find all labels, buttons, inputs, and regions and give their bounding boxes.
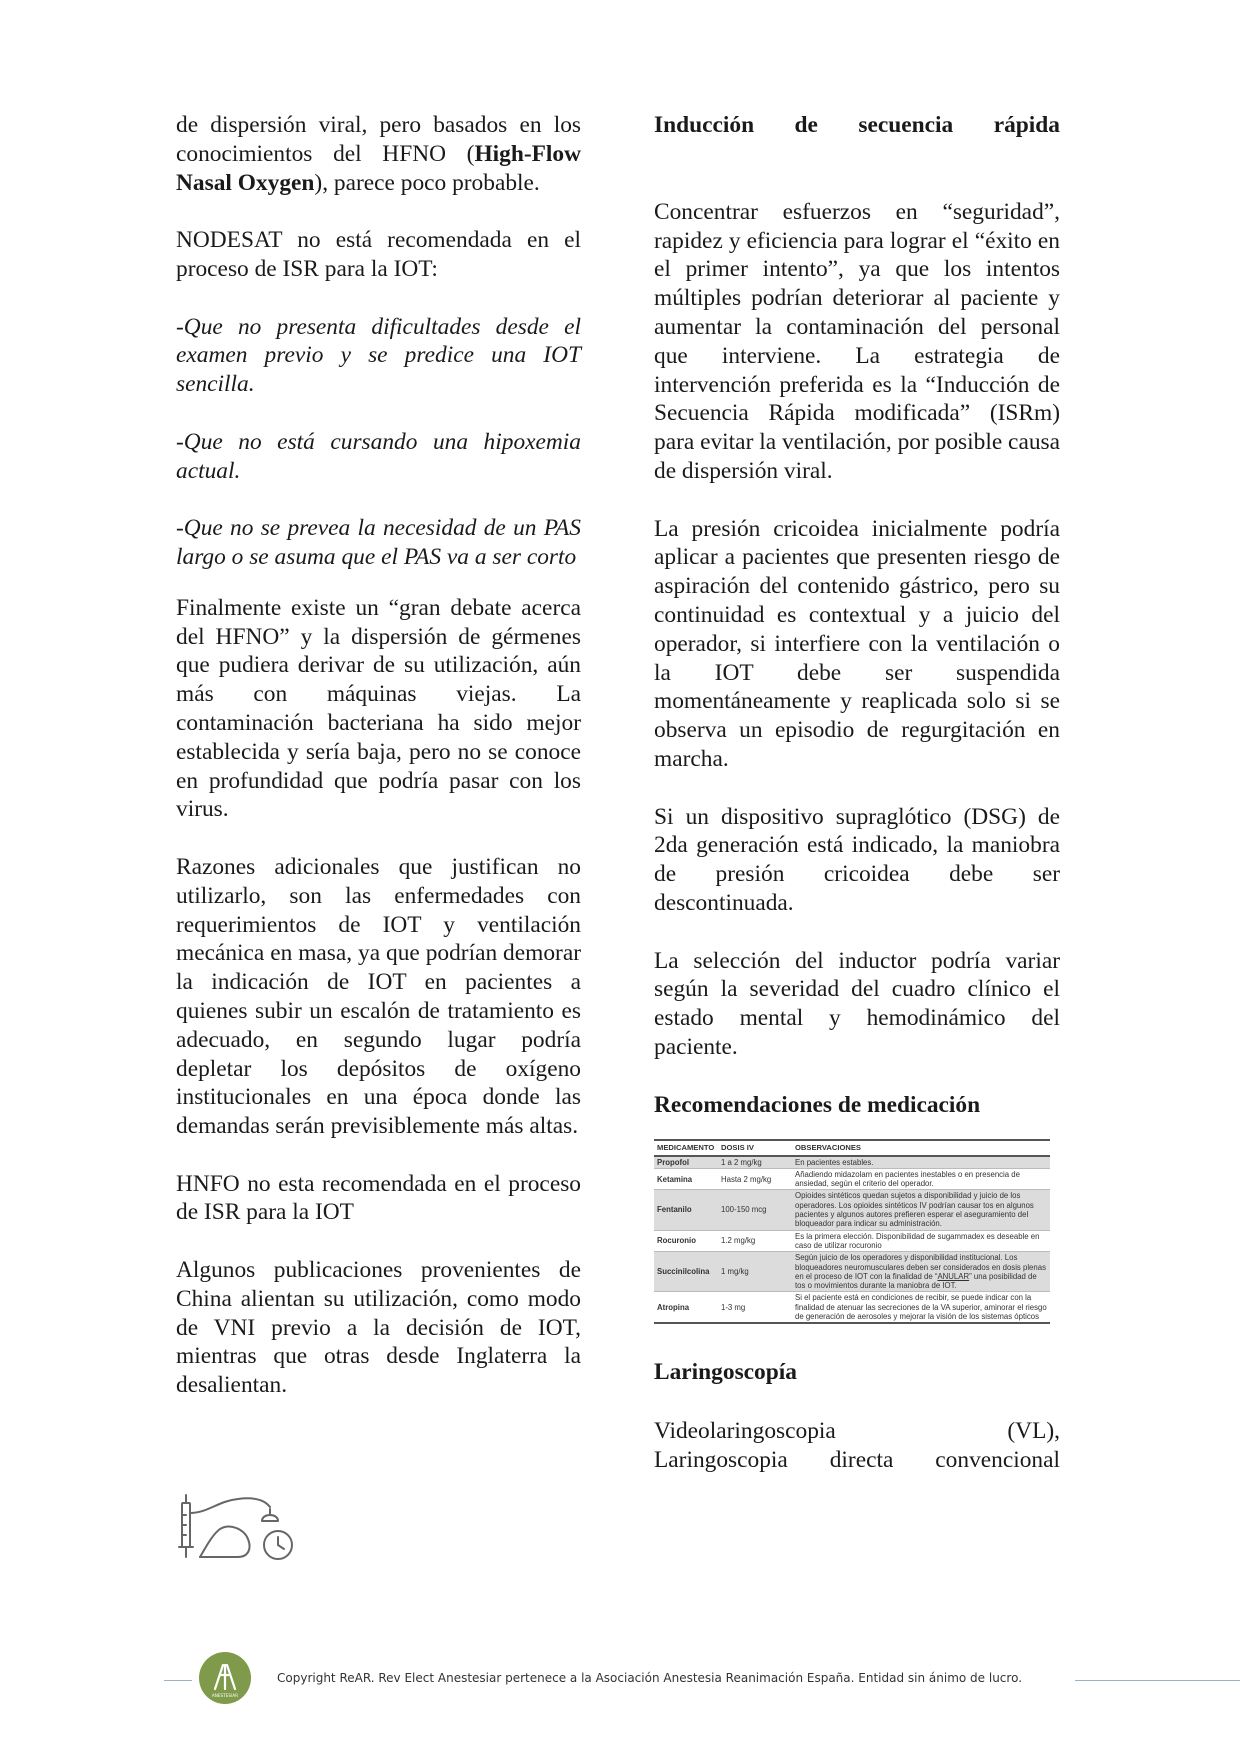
criteria-item-1 — [176, 313, 581, 399]
dose-cell: 1 a 2 mg/kg — [718, 1156, 792, 1169]
footer-rule-left — [164, 1680, 192, 1681]
observation-cell — [792, 1252, 1050, 1292]
observation-cell: En pacientes estables. — [792, 1156, 1050, 1169]
observation-text: Según juicio de los operadores y disponibilidad institucional. Los bloqueadores neuromusculares deben ser considerados en dosis plenas en el proceso de IOT con la finalidad de “ — [795, 1253, 1046, 1281]
paragraph-china-publications: Algunos publicaciones provenientes de China alientan su utilización, como modo de VNI previo a la decisión de IOT, mientras que otras desde Inglaterra la desalientan. — [176, 1257, 581, 1399]
table-row — [654, 1168, 1050, 1190]
paragraph-inductor: La selección del inductor podría variar según la severidad del cuadro clínico el estado mental y hemodinámico del paciente. — [654, 947, 1060, 1060]
dash: - — [176, 515, 184, 542]
bold-term: High-Flow Nasal Oxygen — [176, 140, 581, 196]
drug-cell: Ketamina — [654, 1168, 718, 1190]
criteria-text: Que no está cursando una hipoxemia actual. — [176, 428, 581, 484]
observation-cell: Si el paciente está en condiciones de recibir, se puede indicar con la finalidad de atenuar las secreciones de la VA superior, aminorar el riesgo de generación de aerosoles y mejorar la visión de los sistemas ópticos — [792, 1292, 1050, 1323]
section-heading-medication: Recomendaciones de medicación — [654, 1091, 981, 1118]
dose-cell: 1-3 mg — [718, 1292, 792, 1323]
dose-cell: 1 mg/kg — [718, 1252, 792, 1292]
footer-copyright: Copyright ReAR. Rev Elect Anestesiar pertenece a la Asociación Anestesia Reanimación España. Entidad sin ánimo de lucro. — [277, 1671, 1023, 1685]
paragraph-dsg: Si un dispositivo supraglótico (DSG) de 2da generación está indicado, la maniobra de presión cricoidea debe ser descontinuada. — [654, 803, 1060, 916]
observation-cell: Es la primera elección. Disponibilidad de sugammadex es deseable en caso de utilizar rocuronio — [792, 1230, 1050, 1252]
paragraph-hfno-intro — [176, 111, 581, 197]
drug-cell: Rocuronio — [654, 1230, 718, 1252]
dose-cell: 100-150 mcg — [718, 1190, 792, 1230]
table-row — [654, 1230, 1050, 1252]
paragraph-hfno-debate: Finalmente existe un “gran debate acerca del HFNO” y la dispersión de gérmenes que pudiera derivar de su utilización, aún más con máquinas viejas. La contaminación bacteriana ha sido mejor establecida y sería baja, pero no se conoce en profundidad que podría pasar con los virus. — [176, 594, 581, 823]
paragraph-text: de dispersión viral, pero basados en los conocimientos del HFNO ( — [176, 112, 581, 167]
left-column — [176, 111, 581, 1429]
right-column — [654, 111, 1060, 1475]
dose-cell: 1.2 mg/kg — [718, 1230, 792, 1252]
observation-cell: Añadiendo midazolam en pacientes inestables o en presencia de ansiedad, según el criterio del operador. — [792, 1168, 1050, 1190]
paragraph-cricoid-pressure: La presión cricoidea inicialmente podría aplicar a pacientes que presenten riesgo de aspiración del contenido gástrico, pero su continuidad es contextual y a juicio del operador, si interfiere con la ventilación o la IOT debe ser suspendida momentáneamente y reaplicada solo si se observa un episodio de regurgitación en marcha. — [654, 515, 1060, 772]
column-header-observations: OBSERVACIONES — [792, 1140, 1050, 1155]
drug-cell: Propofol — [654, 1156, 718, 1169]
section-heading-laryngoscopy: Laringoscopía — [654, 1359, 797, 1386]
anesthesia-syringe-mask-icon — [178, 1493, 296, 1563]
dash: - — [176, 313, 184, 340]
paragraph-text: ), parece poco probable. — [314, 169, 540, 196]
observation-cell: Opioides sintéticos quedan sujetos a disponibilidad y juicio de los operadores. Los opioides sintéticos IV podrían causar tos en algunos pacientes y algunos autores prefieren esperar el aseguramiento del bloqueador para indicar su administración. — [792, 1190, 1050, 1230]
table-row — [654, 1292, 1050, 1323]
footer-rule-right — [1075, 1680, 1240, 1681]
paragraph-laryngoscopy-line-1: Videolaringoscopia (VL), — [654, 1418, 1060, 1445]
dash: - — [176, 428, 184, 455]
dose-cell: Hasta 2 mg/kg — [718, 1168, 792, 1190]
table-row — [654, 1156, 1050, 1169]
table-row — [654, 1190, 1050, 1230]
table-row — [654, 1252, 1050, 1292]
section-heading-isr: Inducción de secuencia rápida — [654, 112, 1060, 138]
paragraph-nodesat: NODESAT no está recomendada en el proceso de ISR para la IOT: — [176, 227, 581, 282]
medication-table — [654, 1139, 1050, 1324]
paragraph-additional-reasons: Razones adicionales que justifican no utilizarlo, son las enfermedades con requerimientos de IOT y ventilación mecánica en masa, ya que podrían demorar la indicación de IOT en pacientes a quienes subir un escalón de tratamiento es adecuado, en segundo lugar podría depletar los depósitos de oxígeno institucionales en una época donde las demandas serán previsiblemente más altas. — [176, 853, 581, 1140]
column-header-dose: DOSIS IV — [718, 1140, 792, 1155]
criteria-item-2 — [176, 428, 581, 486]
column-header-drug: MEDICAMENTO — [654, 1140, 718, 1155]
observation-text: ” una posibilidad de tos o movimientos durante la maniobra de IOT. — [795, 1271, 1037, 1291]
medication-table-figure — [654, 1139, 1050, 1324]
paragraph-hnfo-isr: HNFO no esta recomendada en el proceso de ISR para la IOT — [176, 1170, 581, 1226]
underlined-term: ANULAR — [937, 1271, 970, 1281]
anestesiar-logo — [198, 1651, 252, 1705]
paragraph-laryngoscopy-line-2: Laringoscopia directa convencional — [654, 1446, 1060, 1473]
drug-cell: Fentanilo — [654, 1190, 718, 1230]
criteria-text: Que no presenta dificultades desde el examen previo y se predice una IOT sencilla. — [176, 313, 581, 398]
drug-cell: Atropina — [654, 1292, 718, 1323]
paragraph-isr-strategy: Concentrar esfuerzos en “seguridad”, rapidez y eficiencia para lograr el “éxito en el primer intento”, ya que los intentos múltiples podrían deteriorar al paciente y aumentar la contaminación del personal que interviene. La estrategia de intervención preferida es la “Inducción de Secuencia Rápida modificada” (ISRm) para evitar la ventilación, por posible causa de dispersión viral. — [654, 198, 1060, 484]
criteria-text: Que no se prevea la necesidad de un PAS largo o se asuma que el PAS va a ser corto — [176, 515, 581, 570]
logo-wordmark: ANESTESIAR — [211, 1693, 239, 1698]
criteria-item-3 — [176, 514, 581, 572]
table-header-row — [654, 1140, 1050, 1155]
drug-cell: Succinilcolina — [654, 1252, 718, 1292]
